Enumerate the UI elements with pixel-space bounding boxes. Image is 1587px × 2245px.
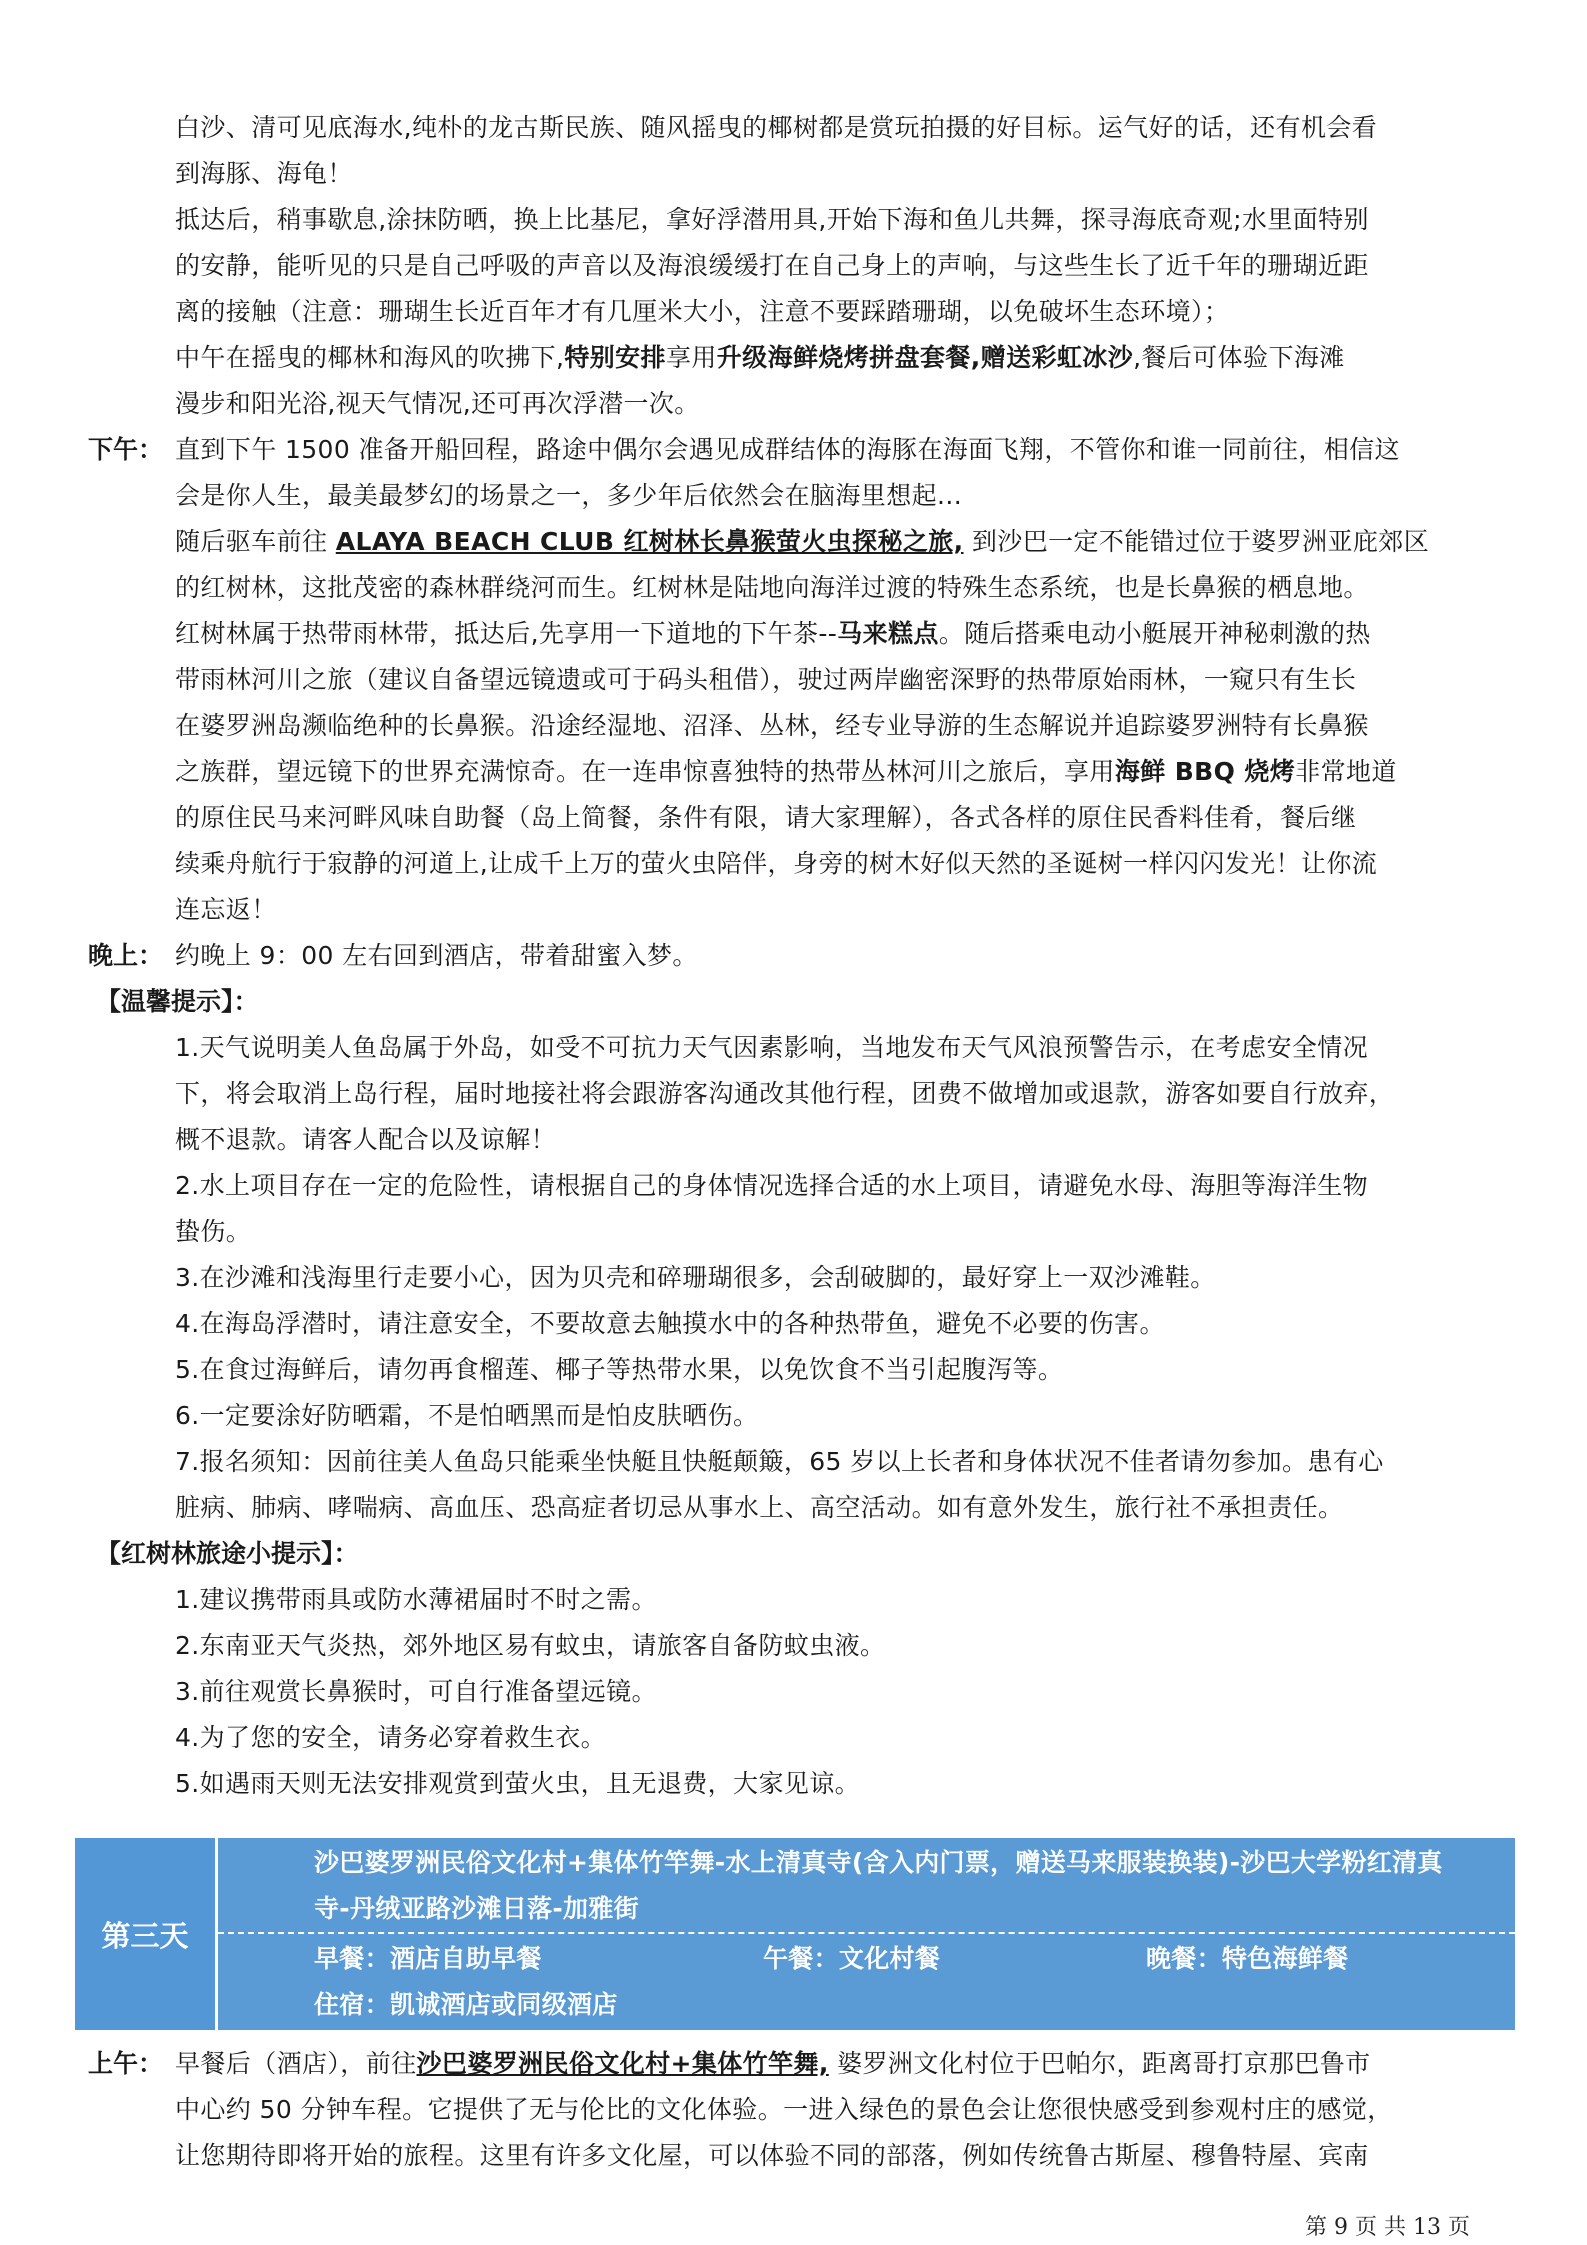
paragraph-line: 在婆罗洲岛濒临绝种的长鼻猴。沿途经湿地、沼泽、丛林，经专业导游的生态解说并追踪婆罗洲特有长鼻猴 <box>175 711 1369 740</box>
mangrove-tour-line <box>175 519 1513 565</box>
tip-line: 6.一定要涂好防晒霜，不是怕晒黑而是怕皮肤晒伤。 <box>175 1401 759 1430</box>
tip-line: 蛰伤。 <box>175 1217 252 1246</box>
paragraph-line: 到海豚、海龟！ <box>175 159 353 188</box>
paragraph-line: 抵达后，稍事歇息,涂抹防晒，换上比基尼，拿好浮潜用具,开始下海和鱼儿共舞，探寻海底奇观;水里面特别 <box>175 205 1369 234</box>
paragraph-line: 的红树林，这批茂密的森林群绕河而生。红树林是陆地向海洋过渡的特殊生态系统，也是长鼻猴的栖息地。 <box>175 573 1369 602</box>
highlight-text: , <box>970 343 981 372</box>
text-span: ,餐后可体验下海滩 <box>1133 343 1345 372</box>
text-span: 非常地道 <box>1295 757 1397 786</box>
day3-dinner: 晚餐：特色海鲜餐 <box>1146 1944 1349 1973</box>
text-span: 到沙巴一定不能错过位于婆罗洲亚庇郊区 <box>963 527 1430 556</box>
day3-route-line: 沙巴婆罗洲民俗文化村+集体竹竿舞-水上清真寺(含入内门票，赠送马来服装换装)-沙巴大学粉红清真 <box>314 1848 1443 1877</box>
text-span: 婆罗洲文化村位于巴帕尔，距离哥打京那巴鲁市 <box>828 2049 1371 2078</box>
culture-village-title: 沙巴婆罗洲民俗文化村+集体竹竿舞, <box>416 2049 829 2078</box>
highlight-text: 特别安排 <box>564 343 666 372</box>
paragraph-line: 白沙、清可见底海水,纯朴的龙古斯民族、随风摇曳的椰树都是赏玩拍摄的好目标。运气好的话，还有机会看 <box>175 113 1378 142</box>
paragraph-line <box>175 749 1513 795</box>
mangrove-tour-title: ALAYA BEACH CLUB 红树林长鼻猴萤火虫探秘之旅, <box>335 527 964 556</box>
text-span: 早餐后（酒店），前往 <box>175 2049 417 2078</box>
paragraph-line <box>175 611 1513 657</box>
day3-lunch: 午餐：文化村餐 <box>763 1944 941 1973</box>
mangrove-tip-line: 3.前往观赏长鼻猴时，可自行准备望远镜。 <box>175 1677 657 1706</box>
afternoon-label: 下午： <box>88 435 164 464</box>
paragraph-line: 连忘返！ <box>175 895 277 924</box>
paragraph-line: 约晚上 9：00 左右回到酒店，带着甜蜜入梦。 <box>175 941 698 970</box>
paragraph-line: 让您期待即将开始的旅程。这里有许多文化屋，可以体验不同的部落，例如传统鲁古斯屋、穆鲁特屋、宾南 <box>175 2141 1369 2170</box>
tip-line: 下，将会取消上岛行程，届时地接社将会跟游客沟通改其他行程，团费不做增加或退款，游客如要自行放弃， <box>175 1079 1395 1108</box>
text-span: 随后驱车前往 <box>175 527 336 556</box>
paragraph-line: 中心约 50 分钟车程。它提供了无与伦比的文化体验。一进入绿色的景色会让您很快感受到参观村庄的感觉， <box>175 2095 1393 2124</box>
page-number: 第 9 页 共 13 页 <box>1305 2215 1470 2240</box>
paragraph-line: 直到下午 1500 准备开船回程，路途中偶尔会遇见成群结体的海豚在海面飞翔，不管你和谁一同前往，相信这 <box>175 435 1400 464</box>
noon-line <box>175 335 1513 381</box>
tip-line: 1.天气说明美人鱼岛属于外岛，如受不可抗力天气因素影响，当地发布天气风浪预警告示，在考虑安全情况 <box>175 1033 1369 1062</box>
paragraph-line: 续乘舟航行于寂静的河道上,让成千上万的萤火虫陪伴，身旁的树木好似天然的圣诞树一样闪闪发光！让你流 <box>175 849 1378 878</box>
morning-label: 上午： <box>88 2049 164 2078</box>
day3-header-band <box>75 1838 1515 2030</box>
text-span: 中午在摇曳的椰林和海风的吹拂下, <box>175 343 565 372</box>
day3-breakfast: 早餐：酒店自助早餐 <box>314 1944 542 1973</box>
highlight-text: 马来糕点 <box>837 619 939 648</box>
evening-label: 晚上： <box>88 941 164 970</box>
day3-route-line: 寺-丹绒亚路沙滩日落-加雅街 <box>314 1894 639 1923</box>
paragraph-line: 的安静，能听见的只是自己呼吸的声音以及海浪缓缓打在自己身上的声响，与这些生长了近千年的珊瑚近距 <box>175 251 1369 280</box>
paragraph-line: 的原住民马来河畔风味自助餐（岛上简餐，条件有限，请大家理解），各式各样的原住民香料佳肴，餐后继 <box>175 803 1357 832</box>
highlight-text: 升级海鲜烧烤拼盘套餐 <box>716 343 971 372</box>
day3-route-box <box>218 1838 1515 1934</box>
text-span: 。随后搭乘电动小艇展开神秘刺激的热 <box>938 619 1371 648</box>
paragraph-line: 离的接触（注意：珊瑚生长近百年才有几厘米大小，注意不要踩踏珊瑚，以免破坏生态环境）； <box>175 297 1230 326</box>
paragraph-line <box>175 2041 1513 2087</box>
highlight-text: 赠送彩虹冰沙 <box>980 343 1134 372</box>
paragraph-line: 会是你人生，最美最梦幻的场景之一，多少年后依然会在脑海里想起... <box>175 481 963 510</box>
tip-line: 3.在沙滩和浅海里行走要小心，因为贝壳和碎珊瑚很多，会刮破脚的，最好穿上一双沙滩鞋。 <box>175 1263 1216 1292</box>
tip-line: 脏病、肺病、哮喘病、高血压、恐高症者切忌从事水上、高空活动。如有意外发生，旅行社不承担责任。 <box>175 1493 1344 1522</box>
mangrove-tip-line: 4.为了您的安全，请务必穿着救生衣。 <box>175 1723 607 1752</box>
tip-line: 7.报名须知：因前往美人鱼岛只能乘坐快艇且快艇颠簸，65 岁以上长者和身体状况不佳者请勿参加。患有心 <box>175 1447 1384 1476</box>
mangrove-tips-title: 【红树林旅途小提示】： <box>96 1539 359 1568</box>
mangrove-tip-line: 2.东南亚天气炎热，郊外地区易有蚊虫，请旅客自备防蚊虫液。 <box>175 1631 886 1660</box>
text-span: 红树林属于热带雨林带，抵达后,先享用一下道地的下午茶-- <box>175 619 838 648</box>
mangrove-tip-line: 5.如遇雨天则无法安排观赏到萤火虫，且无退费，大家见谅。 <box>175 1769 861 1798</box>
text-span: 享用 <box>665 343 717 372</box>
mangrove-tip-line: 1.建议携带雨具或防水薄裙届时不时之需。 <box>175 1585 657 1614</box>
paragraph-line: 漫步和阳光浴,视天气情况,还可再次浮潜一次。 <box>175 389 700 418</box>
tip-line: 4.在海岛浮潜时，请注意安全，不要故意去触摸水中的各种热带鱼，避免不必要的伤害。 <box>175 1309 1165 1338</box>
day3-hotel: 住宿：凯诚酒店或同级酒店 <box>314 1990 618 2019</box>
tip-line: 5.在食过海鲜后，请勿再食榴莲、椰子等热带水果，以免饮食不当引起腹泻等。 <box>175 1355 1064 1384</box>
day3-label: 第三天 <box>75 1838 215 2030</box>
highlight-text: 海鲜 BBQ 烧烤 <box>1114 757 1296 786</box>
tips-title: 【温馨提示】： <box>96 987 259 1016</box>
tip-line: 概不退款。请客人配合以及谅解！ <box>175 1125 557 1154</box>
tip-line: 2.水上项目存在一定的危险性，请根据自己的身体情况选择合适的水上项目，请避免水母、海胆等海洋生物 <box>175 1171 1369 1200</box>
day3-meals-box <box>218 1934 1515 2030</box>
paragraph-line: 带雨林河川之旅（建议自备望远镜遗或可于码头租借），驶过两岸幽密深野的热带原始雨林，一窥只有生长 <box>175 665 1357 694</box>
text-span: 之族群，望远镜下的世界充满惊奇。在一连串惊喜独特的热带丛林河川之旅后，享用 <box>175 757 1115 786</box>
